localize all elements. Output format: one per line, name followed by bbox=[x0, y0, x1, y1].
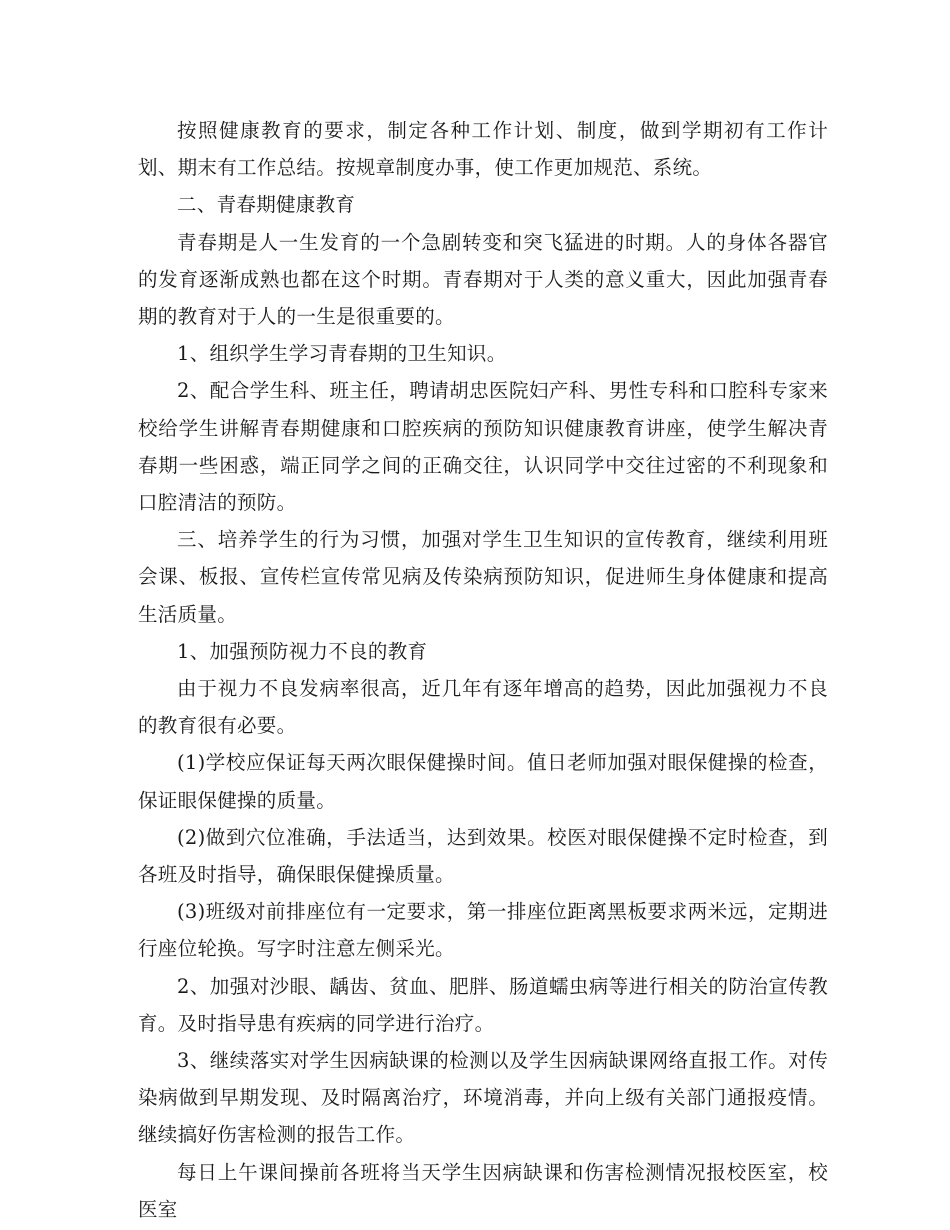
list-item-disease-prevention: 2、加强对沙眼、龋齿、贫血、肥胖、肠道蠕虫病等进行相关的防治宣传教育。及时指导患有疾病的同学进行治疗。 bbox=[138, 974, 828, 1035]
sub-item-eye-exercise-time: (1)学校应保证每天两次眼保健操时间。值日老师加强对眼保健操的检查，保证眼保健操的质量。 bbox=[138, 751, 828, 812]
section-heading-behavior-habits: 三、培养学生的行为习惯，加强对学生卫生知识的宣传教育，继续利用班会课、板报、宣传栏宣传常见病及传染病预防知识，促进师生身体健康和提高生活质量。 bbox=[138, 528, 828, 626]
sub-item-seat-rotation: (3)班级对前排座位有一定要求，第一排座位距离黑板要求两米远，定期进行座位轮换。写字时注意左侧采光。 bbox=[138, 900, 828, 961]
list-item-vision-education: 1、加强预防视力不良的教育 bbox=[177, 639, 428, 663]
document-body bbox=[138, 112, 828, 1228]
section-heading-adolescent-health: 二、青春期健康教育 bbox=[177, 193, 356, 217]
paragraph-adolescence-description: 青春期是人一生发育的一个急剧转变和突飞猛进的时期。人的身体各器官的发育逐渐成熟也都在这个时期。青春期对于人类的意义重大，因此加强青春期的教育对于人的一生是很重要的。 bbox=[138, 230, 828, 329]
sub-item-acupoint-accuracy: (2)做到穴位准确，手法适当，达到效果。校医对眼保健操不定时检查，到各班及时指导，确保眼保健操质量。 bbox=[138, 825, 828, 887]
list-item-expert-lectures: 2、配合学生科、班主任，聘请胡忠医院妇产科、男性专科和口腔科专家来校给学生讲解青春期健康和口腔疾病的预防知识健康教育讲座，使学生解决青春期一些困惑，端正同学之间的正确交往，认识同学中交往过密的不利现象和口腔清洁的预防。 bbox=[138, 379, 828, 515]
paragraph-plan-intro: 按照健康教育的要求，制定各种工作计划、制度，做到学期初有工作计划、期末有工作总结。按规章制度办事，使工作更加规范、系统。 bbox=[138, 119, 828, 180]
list-item-hygiene-knowledge: 1、组织学生学习青春期的卫生知识。 bbox=[177, 342, 507, 366]
list-item-absence-reporting: 3、继续落实对学生因病缺课的检测以及学生因病缺课网络直报工作。对传染病做到早期发现、及时隔离治疗，环境消毒，并向上级有关部门通报疫情。继续搞好伤害检测的报告工作。 bbox=[138, 1049, 828, 1147]
paragraph-vision-rationale: 由于视力不良发病率很高，近几年有逐年增高的趋势，因此加强视力不良的教育很有必要。 bbox=[138, 677, 828, 738]
paragraph-daily-reporting: 每日上午课间操前各班将当天学生因病缺课和伤害检测情况报校医室，校医室 bbox=[138, 1160, 828, 1221]
